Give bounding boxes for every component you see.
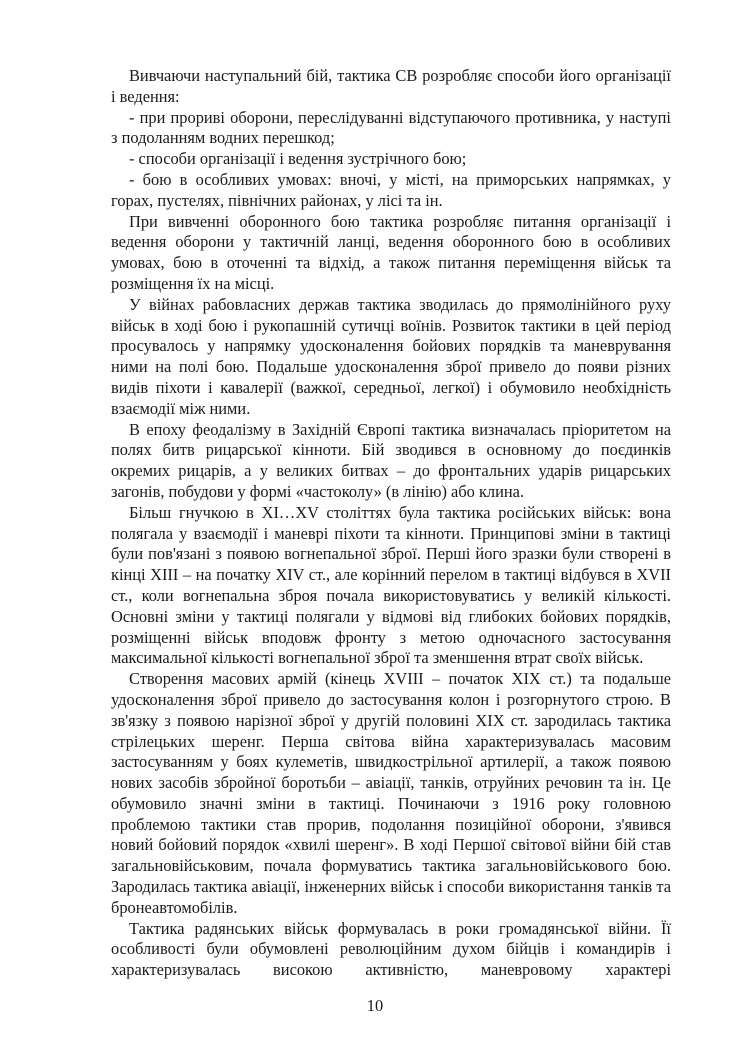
- page-body: [111, 66, 671, 981]
- paragraph-offensive-intro: Вивчаючи наступальний бій, тактика СВ розробляє способи його організації і ведення:: [111, 66, 671, 106]
- paragraph-soviet-tactics: Тактика радянських військ формувалась в роки громадянської війни. Її особливості були обумовлені революційним духом бійців і командирів і характеризувалась високою активністю, маневровому характері: [111, 918, 671, 980]
- paragraph-slave-states: У війнах рабовласних держав тактика зводилась до прямолінійного руху військ в ході бою і рукопашній сутичці воїнів. Розвиток тактики в цей період просувалось у напрямку удосконалення бойових порядків та маневрування ними на полі бою. Подальше удосконалення зброї привело до появи різних видів піхоти і кавалерії (важкої, середньої, легкої) і обумовило необхідність взаємодії між ними.: [111, 294, 671, 418]
- paragraph-mass-armies: Створення масових армій (кінець XVIII – початок XIX ст.) та подальше удосконалення зброї привело до застосування колон і розгорнутого строю. В зв'язку з появою нарізної зброї у другій половині XIX ст. зародилась тактика стрілецьких шеренг. Перша світова війна характеризувалась масовим застосуванням у боях кулеметів, швидкострільної артилерії, а також появою нових засобів збройної боротьби – авіації, танків, отруйних речовин та ін. Це обумовило значні зміни в тактиці. Починаючи з 1916 року головною проблемою тактики став прорив, подолання позиційної оборони, з'явився новий бойовий порядок «хвилі шеренг». В ході Першої світової війни бій став загальновійськовим, почала формуватись тактика загальновійськового бою. Зародилась тактика авіації, інженерних військ і способи використання танків та бронеавтомобілів.: [111, 669, 671, 917]
- paragraph-defensive-battle: При вивченні оборонного бою тактика розробляє питання організації і ведення оборони у тактичній ланці, ведення оборонного бою в особливих умовах, бою в оточенні та відхід, а також питання переміщення військ та розміщення їх на місці.: [111, 211, 671, 293]
- list-item-breakthrough: - при прориві оборони, переслідуванні відступаючого противника, у наступі з подоланням водних перешкод;: [111, 107, 671, 148]
- list-item-special-conditions: - бою в особливих умовах: вночі, у місті, на приморських напрямках, у горах, пустелях, північних районах, у лісі та ін.: [111, 169, 671, 210]
- paragraph-russian-tactics: Більш гнучкою в XI…XV століттях була тактика російських військ: вона полягала у взаємодії і маневрі піхоти та кінноти. Принципові зміни в тактиці були пов'язані з появою вогнепальної зброї. Перші його зразки були створені в кінці XIII – на початку XIV ст., але корінний перелом в тактиці відбувся в XVII ст., коли вогнепальна зброя почала використовуватись у великій кількості. Основні зміни у тактиці полягали у відмові від глибоких бойових порядків, розміщенні військ вподовж фронту з метою одночасного застосування максимальної кількості вогнепальної зброї та зменшення втрат своїх військ.: [111, 502, 671, 668]
- list-item-meeting-engagement: - способи організації і ведення зустрічного бою;: [129, 149, 467, 169]
- page-number: 10: [366, 996, 384, 1015]
- paragraph-feudalism: В епоху феодалізму в Західній Європі тактика визначалась пріоритетом на полях битв рицарської кінноти. Бій зводився в основному до поєдинків окремих рицарів, а у великих битвах – до фронтальних ударів рицарських загонів, побудови у формі «частоколу» (в лінію) або клина.: [111, 419, 671, 501]
